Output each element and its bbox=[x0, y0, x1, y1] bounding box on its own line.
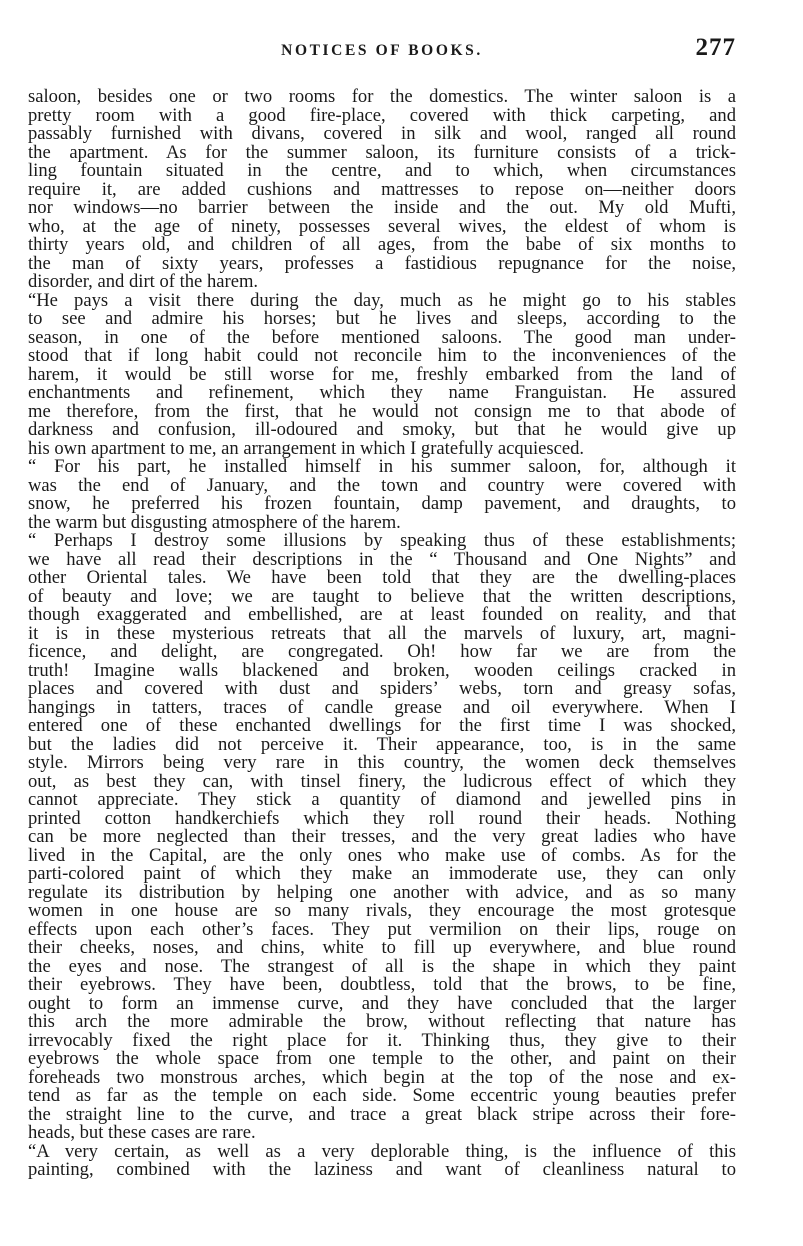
text-line: nor windows—no barrier between the inside and the out. My old Mufti, bbox=[28, 197, 736, 218]
text-line: stood that if long habit could not reconcile him to the inconveniences of the bbox=[28, 345, 736, 366]
text-line: other Oriental tales. We have been told that they are the dwelling-places bbox=[28, 567, 736, 588]
text-line: who, at the age of ninety, possesses several wives, the eldest of whom is bbox=[28, 215, 736, 237]
text-line: require it, are added cushions and mattresses to repose on—neither doors bbox=[28, 178, 736, 200]
running-title: NOTICES OF BOOKS. bbox=[281, 42, 483, 59]
text-line: their eyebrows. They have been, doubtless, told that the brows, to be fine, bbox=[28, 974, 736, 995]
text-line: me therefore, from the first, that he would not consign me to that abode of bbox=[28, 400, 736, 422]
text-line: tend as far as the temple on each side. Some eccentric young beauties prefer bbox=[28, 1085, 736, 1106]
text-line: cannot appreciate. They stick a quantity of diamond and jewelled pins in bbox=[28, 789, 736, 810]
text-line: ought to form an immense curve, and they have concluded that the larger bbox=[28, 992, 736, 1014]
text-line: “ For his part, he installed himself in his summer saloon, for, although it bbox=[28, 456, 736, 477]
text-line: ling fountain situated in the centre, and to which, when circumstances bbox=[28, 160, 736, 181]
text-line: places and covered with dust and spiders’ webs, torn and greasy sofas, bbox=[28, 678, 736, 699]
text-line: enchantments and refinement, which they name Franguistan. He assured bbox=[28, 382, 736, 403]
text-line: can be more neglected than their tresses, and the very great ladies who have bbox=[28, 826, 736, 847]
text-line: we have all read their descriptions in the “ Thousand and One Nights” and bbox=[28, 548, 736, 570]
text-line: though exaggerated and embellished, are at least founded on reality, and that bbox=[28, 604, 736, 625]
paragraph bbox=[28, 458, 736, 532]
text-line: harem, it would be still worse for me, freshly embarked from the land of bbox=[28, 363, 736, 385]
text-line: to see and admire his horses; but he lives and sleeps, according to the bbox=[28, 308, 736, 329]
text-line: printed cotton handkerchiefs which they roll round their heads. Nothing bbox=[28, 807, 736, 829]
text-line: entered one of these enchanted dwellings for the first time I was shocked, bbox=[28, 715, 736, 736]
text-line: painting, combined with the laziness and want of cleanliness natural to bbox=[28, 1159, 736, 1180]
text-line: women in one house are so many rivals, they encourage the most grotesque bbox=[28, 900, 736, 921]
text-line: the warm but disgusting atmosphere of the harem. bbox=[28, 511, 401, 533]
text-line: the apartment. As for the summer saloon, its furniture consists of a trick- bbox=[28, 141, 736, 163]
text-line: “ Perhaps I destroy some illusions by speaking thus of these establishments; bbox=[28, 530, 736, 551]
text-line: this arch the more admirable the brow, without reflecting that nature has bbox=[28, 1011, 736, 1032]
body-text bbox=[28, 88, 736, 1180]
text-line: out, as best they can, with tinsel finery, the ludicrous effect of which they bbox=[28, 770, 736, 792]
text-line: truth! Imagine walls blackened and broken, wooden ceilings cracked in bbox=[28, 659, 736, 681]
text-line: effects upon each other’s faces. They put vermilion on their lips, rouge on bbox=[28, 918, 736, 940]
paragraph bbox=[28, 1140, 736, 1180]
text-line: of beauty and love; we are taught to believe that the written descriptions, bbox=[28, 585, 736, 607]
text-line: “A very certain, as well as a very deplorable thing, is the influence of this bbox=[28, 1140, 736, 1162]
text-line: irrevocably fixed the right place for it. Thinking thus, they give to their bbox=[28, 1029, 736, 1051]
text-line: the man of sixty years, professes a fastidious repugnance for the noise, bbox=[28, 252, 736, 274]
paragraph bbox=[28, 532, 736, 1143]
text-line: eyebrows the whole space from one temple to the other, and paint on their bbox=[28, 1048, 736, 1069]
text-line: foreheads two monstrous arches, which begin at the top of the nose and ex- bbox=[28, 1066, 736, 1088]
text-line: disorder, and dirt of the harem. bbox=[28, 271, 259, 292]
text-line: snow, he preferred his frozen fountain, damp pavement, and draughts, to bbox=[28, 493, 736, 514]
text-line: hangings in tatters, traces of candle grease and oil everywhere. When I bbox=[28, 696, 736, 718]
text-line: it is in these mysterious retreats that all the marvels of luxury, art, magni- bbox=[28, 622, 736, 644]
text-line: their cheeks, noses, and chins, white to fill up everywhere, and blue round bbox=[28, 937, 736, 958]
text-line: thirty years old, and children of all ages, from the babe of six months to bbox=[28, 234, 736, 255]
text-line: ficence, and delight, are congregated. Oh! how far we are from the bbox=[28, 641, 736, 662]
text-line: style. Mirrors being very rare in this country, the women deck themselves bbox=[28, 752, 736, 773]
text-line: lived in the Capital, are the only ones who make use of combs. As for the bbox=[28, 844, 736, 866]
text-line: the straight line to the curve, and trace a great black stripe across their fore- bbox=[28, 1103, 736, 1125]
text-line: parti-colored paint of which they make an immoderate use, they can only bbox=[28, 863, 736, 884]
text-line: the eyes and nose. The strangest of all is the shape in which they paint bbox=[28, 955, 736, 977]
text-line: “He pays a visit there during the day, much as he might go to his stables bbox=[28, 289, 736, 311]
text-line: his own apartment to me, an arrangement in which I gratefully acquiesced. bbox=[28, 437, 585, 459]
text-line: pretty room with a good fire-place, covered with thick carpeting, and bbox=[28, 104, 736, 126]
text-line: but the ladies did not perceive it. Their appearance, too, is in the same bbox=[28, 733, 736, 755]
text-line: was the end of January, and the town and country were covered with bbox=[28, 474, 736, 496]
paragraph bbox=[28, 88, 736, 292]
text-line: darkness and confusion, ill-odoured and smoky, but that he would give up bbox=[28, 419, 736, 440]
page-number: 277 bbox=[695, 34, 736, 61]
paragraph bbox=[28, 289, 736, 459]
text-line: saloon, besides one or two rooms for the domestics. The winter saloon is a bbox=[28, 86, 736, 107]
page-header bbox=[28, 32, 736, 64]
text-line: passably furnished with divans, covered in silk and wool, ranged all round bbox=[28, 123, 736, 144]
text-line: regulate its distribution by helping one another with advice, and as so many bbox=[28, 881, 736, 903]
text-line: heads, but these cases are rare. bbox=[28, 1122, 256, 1143]
text-line: season, in one of the before mentioned saloons. The good man under- bbox=[28, 326, 736, 348]
